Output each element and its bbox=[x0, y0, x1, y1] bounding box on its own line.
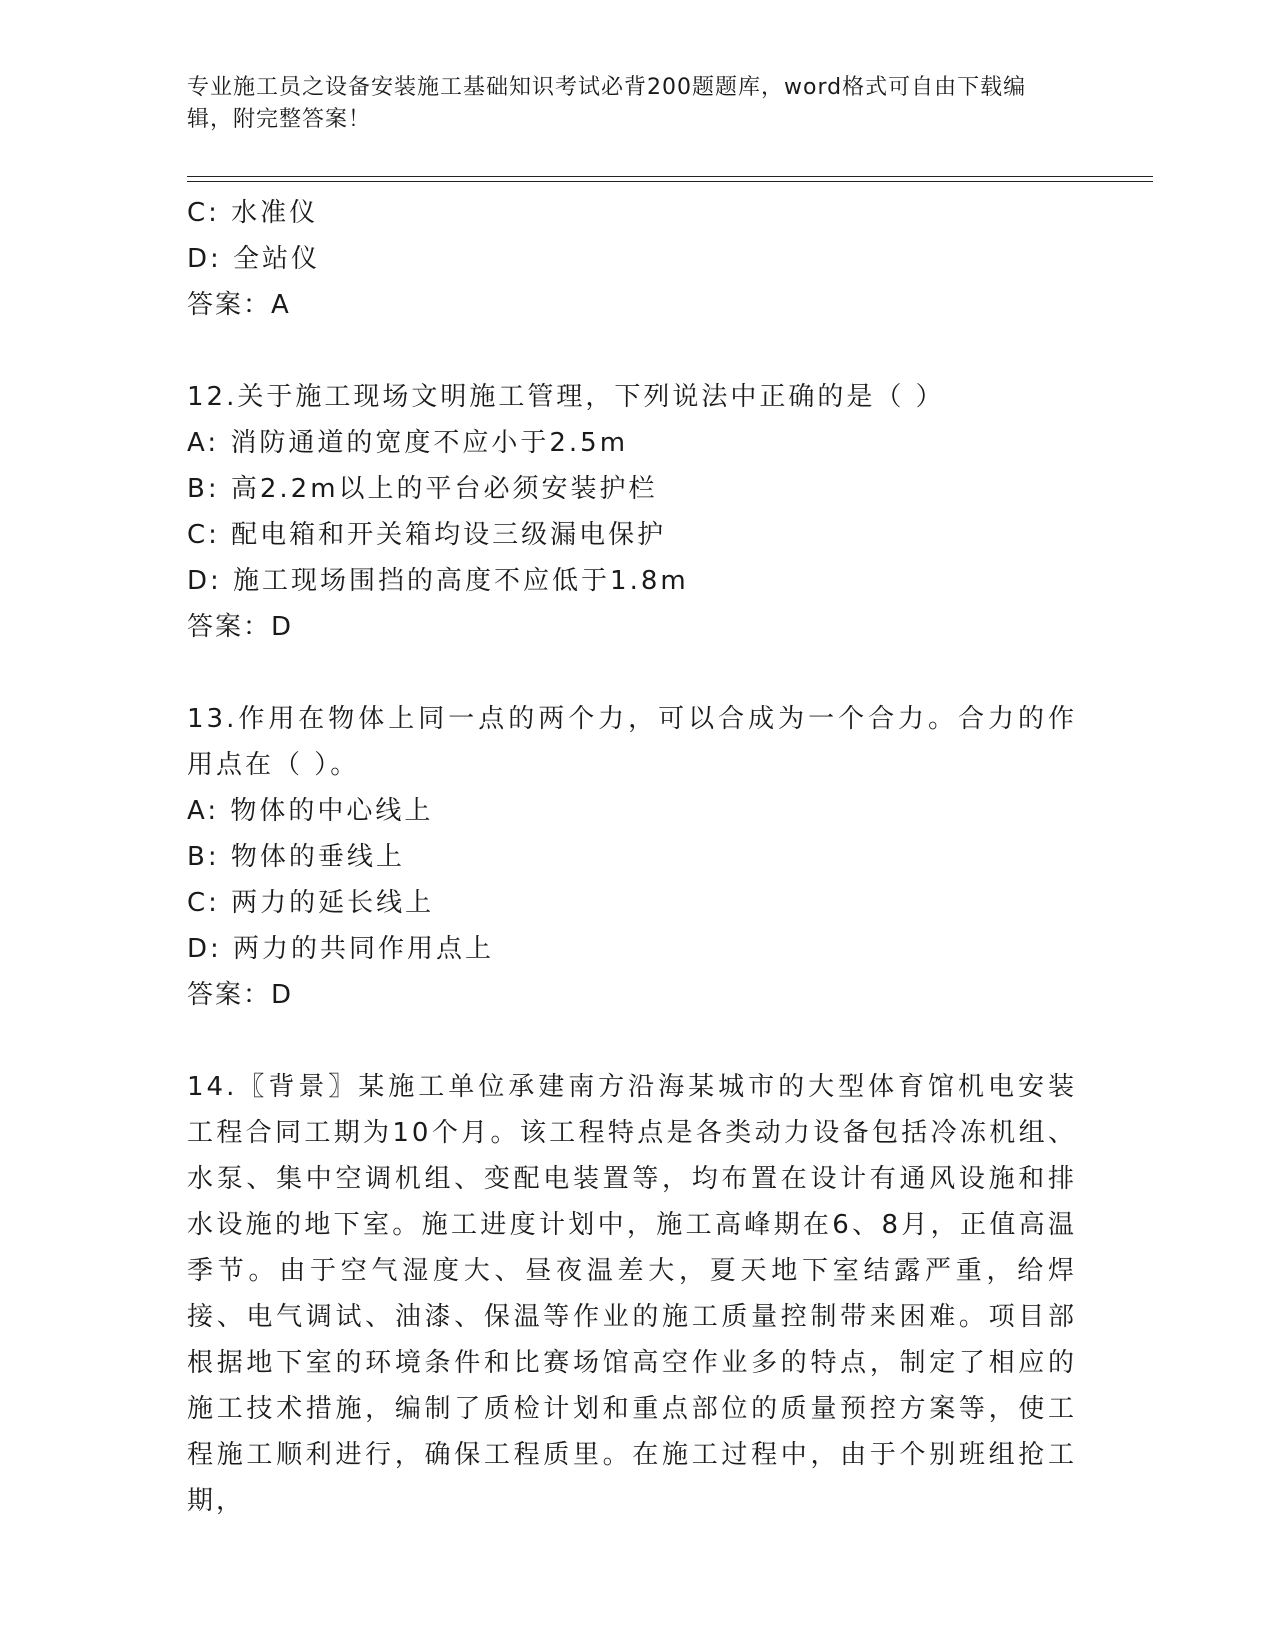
question-14 bbox=[187, 1064, 1077, 1524]
option-c: C: 配电箱和开关箱均设三级漏电保护 bbox=[187, 520, 667, 550]
question-11-tail bbox=[187, 190, 1077, 328]
header-divider bbox=[187, 176, 1153, 182]
page-header bbox=[187, 72, 1067, 136]
option-d: D: 施工现场围挡的高度不应低于1.8m bbox=[187, 566, 689, 596]
answer-line: 答案：D bbox=[187, 612, 294, 642]
option-d: D: 两力的共同作用点上 bbox=[187, 934, 495, 964]
option-c: C: 两力的延长线上 bbox=[187, 888, 435, 918]
question-stem: 12.关于施工现场文明施工管理，下列说法中正确的是（ ） bbox=[187, 382, 945, 412]
option-a: A: 消防通道的宽度不应小于2.5m bbox=[187, 428, 629, 458]
option-d: D: 全站仪 bbox=[187, 244, 321, 274]
answer-line: 答案：A bbox=[187, 290, 291, 320]
option-b: B: 物体的垂线上 bbox=[187, 842, 405, 872]
option-a: A: 物体的中心线上 bbox=[187, 796, 434, 826]
question-stem: 13.作用在物体上同一点的两个力，可以合成为一个合力。合力的作用点在（ ）。 bbox=[187, 704, 1077, 780]
question-13 bbox=[187, 696, 1077, 1018]
option-c: C: 水准仪 bbox=[187, 198, 319, 228]
option-b: B: 高2.2m以上的平台必须安装护栏 bbox=[187, 474, 658, 504]
header-title: 专业施工员之设备安装施工基础知识考试必背200题题库，word格式可自由下载编辑，附完整答案！ bbox=[187, 75, 1027, 132]
question-12 bbox=[187, 374, 1077, 650]
answer-line: 答案：D bbox=[187, 980, 294, 1010]
document-body bbox=[187, 190, 1077, 1524]
question-stem: 14.〖背景〗某施工单位承建南方沿海某城市的大型体育馆机电安装工程合同工期为10个月。该工程特点是各类动力设备包括冷冻机组、水泵、集中空调机组、变配电装置等，均布置在设计有通风设施和排水设施的地下室。施工进度计划中，施工高峰期在6、8月，正值高温季节。由于空气湿度大、昼夜温差大，夏天地下室结露严重，给焊接、电气调试、油漆、保温等作业的施工质量控制带来困难。项目部根据地下室的环境条件和比赛场馆高空作业多的特点，制定了相应的施工技术措施，编制了质检计划和重点部位的质量预控方案等，使工程施工顺利进行，确保工程质里。在施工过程中，由于个别班组抢工期， bbox=[187, 1072, 1077, 1516]
